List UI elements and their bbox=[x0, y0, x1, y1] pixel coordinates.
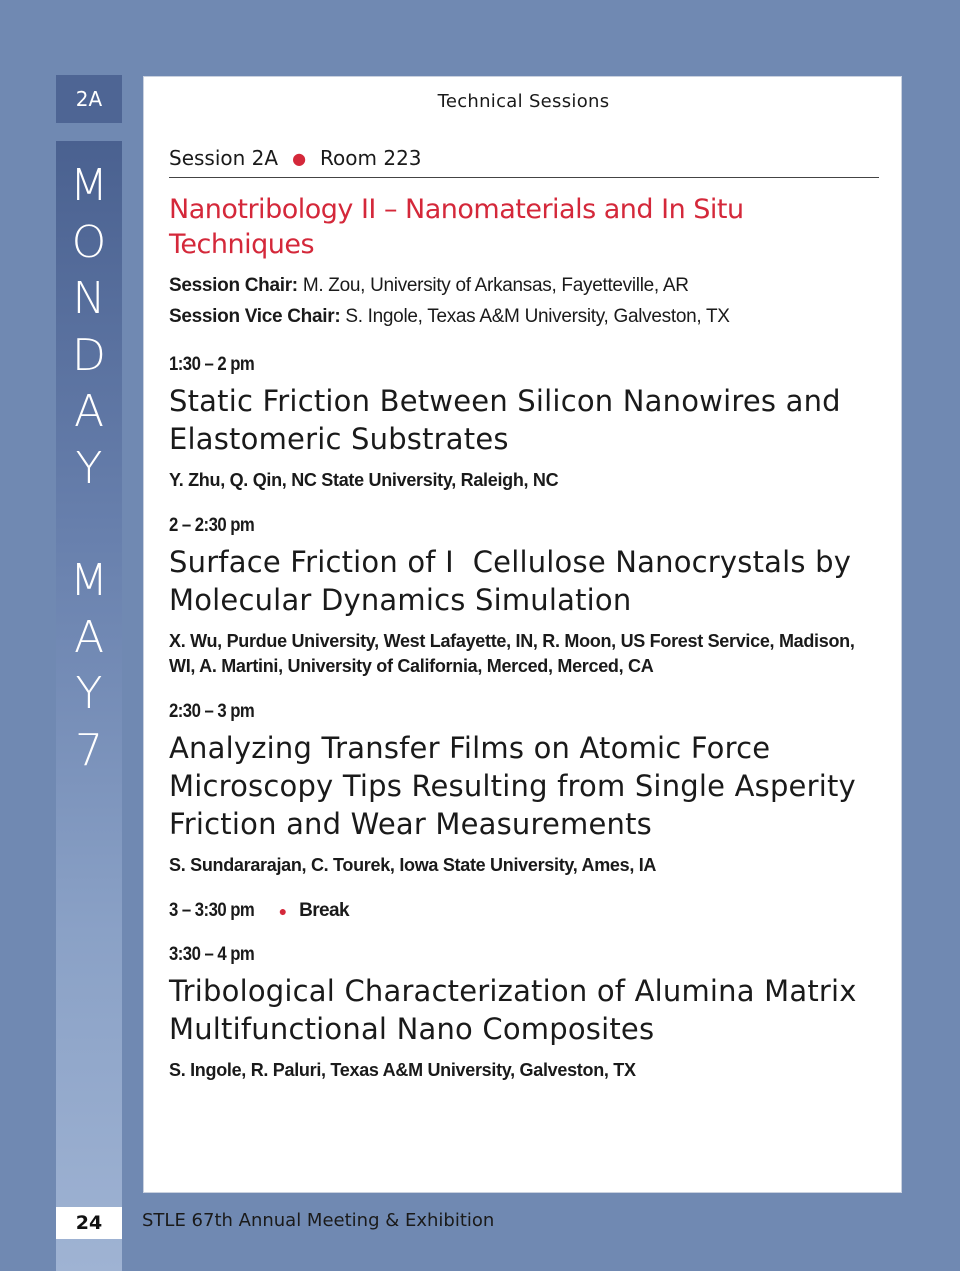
session-title: Nanotribology II – Nanomaterials and In Situ Techniques bbox=[169, 194, 744, 260]
section-tab-label: 2A bbox=[75, 87, 103, 111]
footer-title: STLE 67th Annual Meeting & Exhibition bbox=[142, 1210, 495, 1231]
day-letter: N bbox=[72, 273, 106, 324]
talk-item bbox=[169, 944, 879, 1083]
day-letter: D bbox=[72, 329, 106, 381]
page-number bbox=[56, 1207, 122, 1239]
session-heading bbox=[169, 145, 879, 178]
talk-time: 3:30 – 4 pm bbox=[169, 944, 255, 965]
day-letter: M bbox=[70, 160, 108, 211]
chair-label: Session Chair: bbox=[169, 275, 298, 296]
date-letter: 7 bbox=[75, 724, 103, 776]
session-chair bbox=[169, 270, 879, 301]
talk-authors: S. Sundararajan, C. Tourek, Iowa State University, Ames, IA bbox=[169, 855, 657, 875]
vice-chair-label: Session Vice Chair: bbox=[169, 306, 341, 327]
bullet-dot-icon: ● bbox=[292, 148, 307, 168]
bullet-dot-icon: ● bbox=[278, 903, 287, 919]
session-content bbox=[169, 145, 879, 1083]
date-letter: M bbox=[70, 555, 108, 606]
talk-time: 1:30 – 2 pm bbox=[169, 354, 255, 375]
session-room: Room 223 bbox=[320, 146, 422, 170]
talk-title: Static Friction Between Silicon Nanowires and Elastomeric Substrates bbox=[169, 384, 841, 456]
talk-item bbox=[169, 515, 879, 679]
talk-title: Analyzing Transfer Films on Atomic Force Microscopy Tips Resulting from Single Asperity Friction and Wear Measurements bbox=[169, 731, 856, 841]
talk-authors: Y. Zhu, Q. Qin, NC State University, Raleigh, NC bbox=[169, 470, 559, 490]
break-time: 3 – 3:30 pm bbox=[169, 900, 255, 921]
talk-title: Tribological Characterization of Alumina Matrix Multifunctional Nano Composites bbox=[169, 974, 857, 1046]
talk-item bbox=[169, 701, 879, 878]
day-letter: Y bbox=[75, 442, 103, 494]
break-label: Break bbox=[299, 900, 349, 921]
talk-authors: S. Ingole, R. Paluri, Texas A&M University, Galveston, TX bbox=[169, 1060, 636, 1080]
page-number-text: 24 bbox=[75, 1212, 103, 1234]
vice-chair-value: S. Ingole, Texas A&M University, Galveston, TX bbox=[340, 306, 730, 327]
break-item bbox=[169, 900, 879, 922]
talk-authors: X. Wu, Purdue University, West Lafayette, IN, R. Moon, US Forest Service, Madison, WI, A. Martini, University of California, Merced, Merced, CA bbox=[169, 631, 855, 676]
date-letter: A bbox=[73, 611, 105, 663]
talk-item bbox=[169, 354, 879, 493]
day-letter: A bbox=[73, 386, 105, 437]
section-tab bbox=[56, 75, 122, 123]
session-card bbox=[143, 76, 902, 1193]
session-vice-chair bbox=[169, 301, 879, 332]
session-chairs bbox=[169, 270, 879, 332]
talk-time: 2 – 2:30 pm bbox=[169, 515, 255, 536]
chair-value: M. Zou, University of Arkansas, Fayetteville, AR bbox=[297, 275, 689, 296]
date-letter: Y bbox=[75, 668, 103, 719]
day-letter: O bbox=[71, 216, 107, 268]
page-title: Technical Sessions bbox=[437, 91, 610, 112]
talk-time: 2:30 – 3 pm bbox=[169, 701, 255, 722]
session-label: Session 2A bbox=[169, 146, 279, 170]
talk-title: Surface Friction of I Cellulose Nanocrystals by Molecular Dynamics Simulation bbox=[169, 545, 861, 617]
sidebar-date bbox=[56, 158, 122, 779]
